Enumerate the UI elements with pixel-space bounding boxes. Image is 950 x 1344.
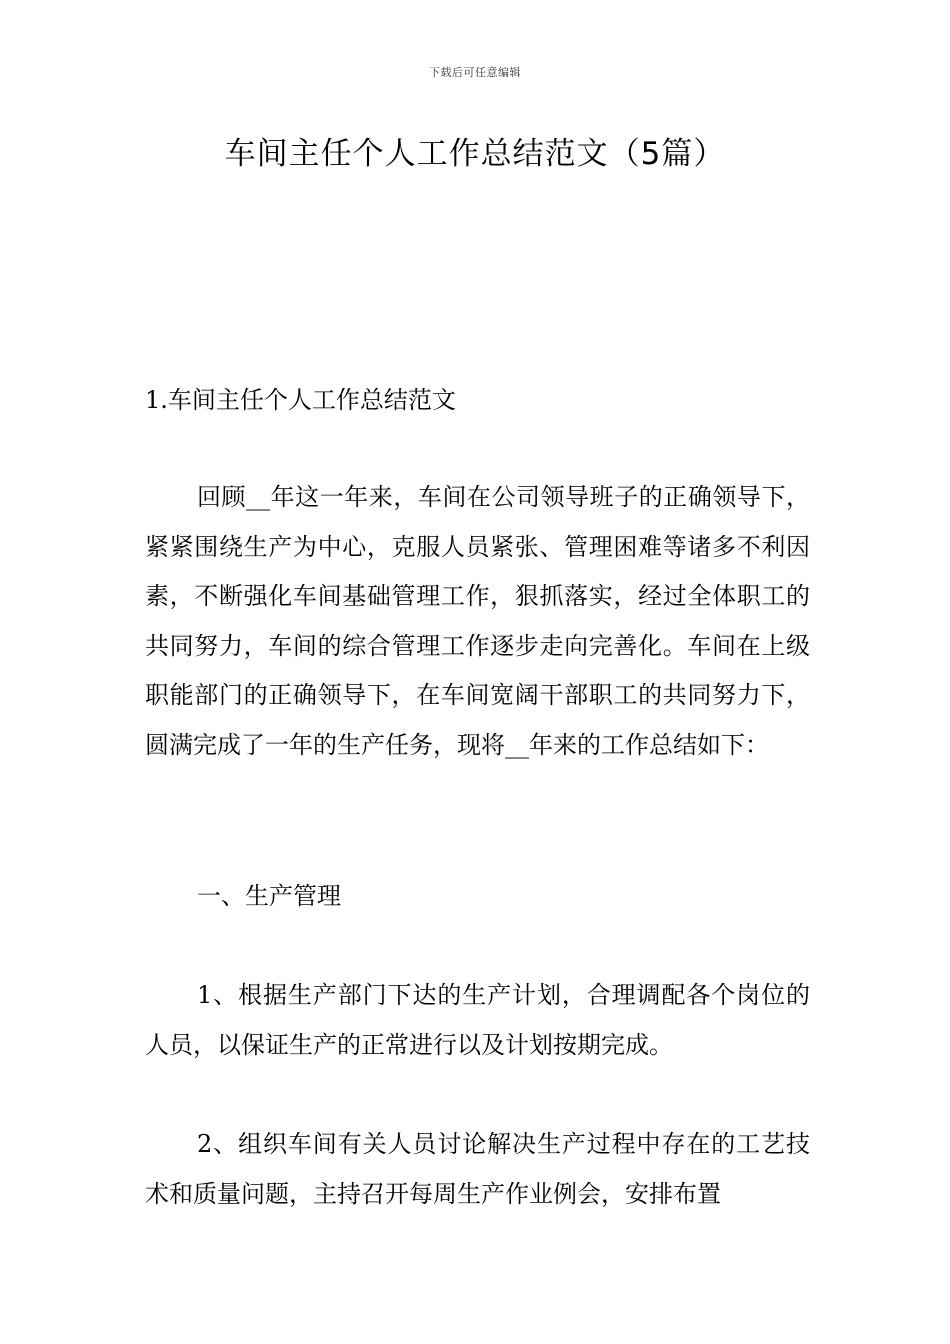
paragraph: 回顾__年这一年来，车间在公司领导班子的正确领导下，紧紧围绕生产为中心，克服人员紧张、管理困难等诸多不利因素，不断强化车间基础管理工作，狠抓落实，经过全体职工的共同努力，车间的综合管理工作逐步走向完善化。车间在上级职能部门的正确领导下，在车间宽阔干部职工的共同努力下，圆满完成了一年的生产任务，现将__年来的工作总结如下： <box>145 483 810 759</box>
document-title: 车间主任个人工作总结范文（5篇） <box>224 136 726 172</box>
page-header-note: 下载后可任意编辑 <box>429 66 521 79</box>
subheading: 一、生产管理 <box>197 882 341 910</box>
section-heading: 1.车间主任个人工作总结范文 <box>145 386 456 414</box>
list-item: 1、根据生产部门下达的生产计划，合理调配各个岗位的人员，以保证生产的正常进行以及计划按期完成。 <box>145 981 810 1059</box>
list-item: 2、组织车间有关人员讨论解决生产过程中存在的工艺技术和质量问题，主持召开每周生产作业例会，安排布置 <box>145 1130 810 1208</box>
